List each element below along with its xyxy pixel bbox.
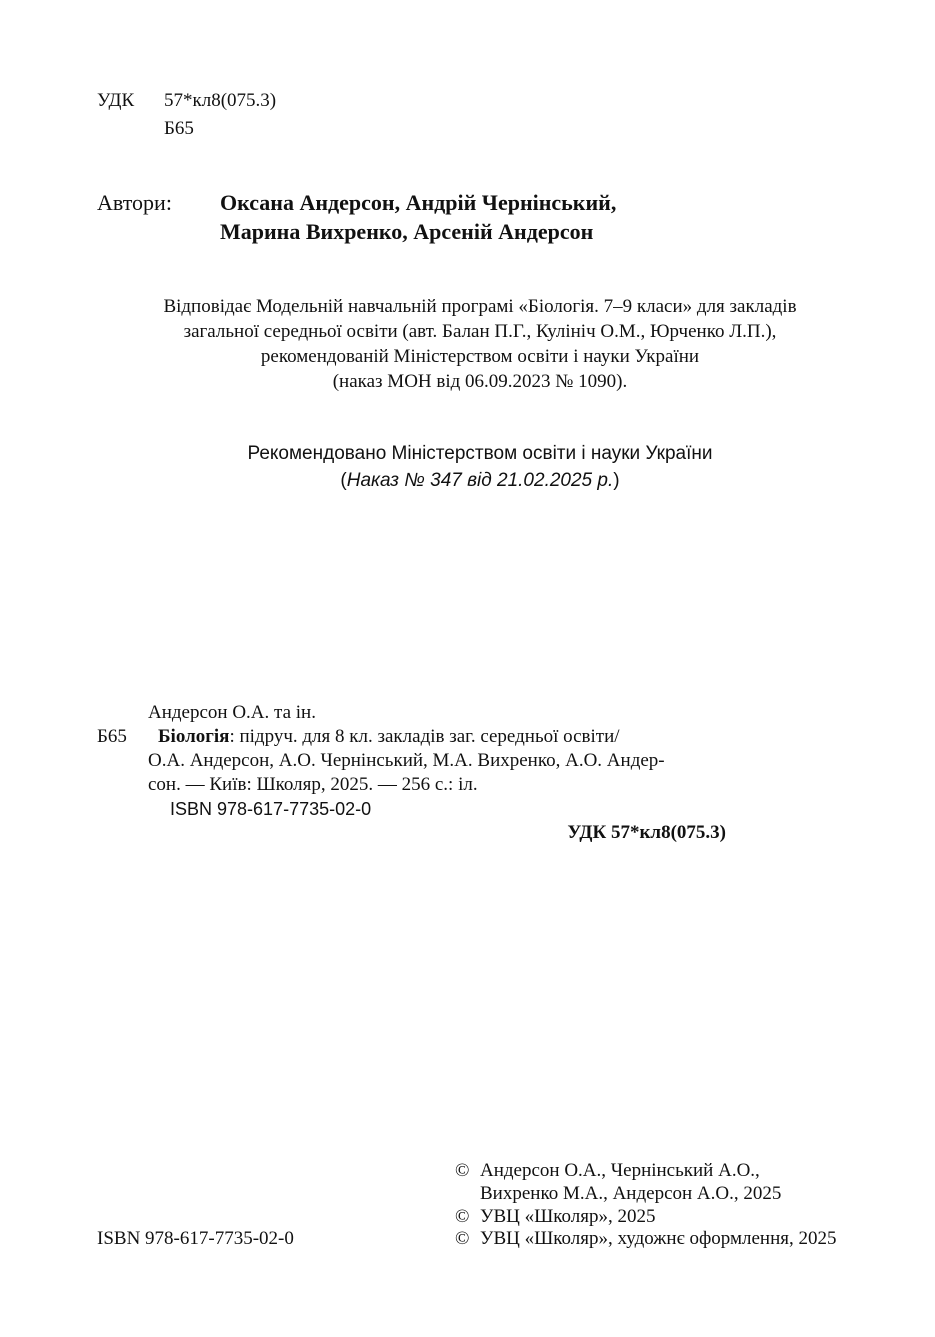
catalog-desc-1: : підруч. для 8 кл. закладів заг. середньої освіти/ [229,726,620,747]
bbk-code: Б65 [164,118,194,139]
copyright-symbol-2: © [455,1206,470,1227]
catalog-desc-3: сон. — Київ: Школяр, 2025. — 256 с.: іл. [148,774,478,795]
recommendation-line: Рекомендовано Міністерством освіти і науки України [247,443,713,464]
copyright-authors-1: Андерсон О.А., Чернінський А.О., [480,1160,760,1181]
authors-line-2: Марина Вихренко, Арсеній Андерсон [220,219,594,244]
copyright-design: УВЦ «Школяр», художнє оформлення, 2025 [480,1228,837,1249]
compliance-statement [60,294,900,394]
open-paren: ( [340,470,347,491]
catalog-author: Андерсон О.А. та ін. [148,702,316,723]
udk-label: УДК [97,90,135,111]
catalog-title: Біологія [158,726,230,747]
compliance-line-4: (наказ МОН від 06.09.2023 № 1090). [332,371,628,392]
footer-isbn: ISBN 978-617-7735-02-0 [97,1228,294,1249]
copyright-symbol-1: © [455,1160,470,1181]
close-paren: ) [613,470,620,491]
copyright-authors-2: Вихренко М.А., Андерсон А.О., 2025 [480,1183,782,1204]
order-number: Наказ № 347 від 21.02.2025 р. [346,470,614,491]
catalog-title-line [158,724,620,749]
udk-code: 57*кл8(075.3) [164,90,277,111]
catalog-isbn: ISBN 978-617-7735-02-0 [170,799,372,819]
recommendation-block [80,440,880,494]
recommendation-order-line [80,467,880,494]
authors-label: Автори: [97,190,172,215]
compliance-line-1: Відповідає Модельній навчальній програмі «Біологія. 7–9 класи» для закладів [163,296,797,317]
catalog-udk: УДК 57*кл8(075.3) [567,822,726,843]
catalog-bbk: Б65 [97,726,127,747]
authors-line-1: Оксана Андерсон, Андрій Чернінський, [220,190,617,215]
compliance-line-2: загальної середньої освіти (авт. Балан П.Г., Кулініч О.М., Юрченко Л.П.), [183,321,777,342]
catalog-desc-2: О.А. Андерсон, А.О. Чернінський, М.А. Вихренко, А.О. Андер- [148,750,665,771]
compliance-line-3: рекомендованій Міністерством освіти і науки України [260,346,700,367]
copyright-publisher: УВЦ «Школяр», 2025 [480,1206,656,1227]
copyright-symbol-3: © [455,1228,470,1249]
